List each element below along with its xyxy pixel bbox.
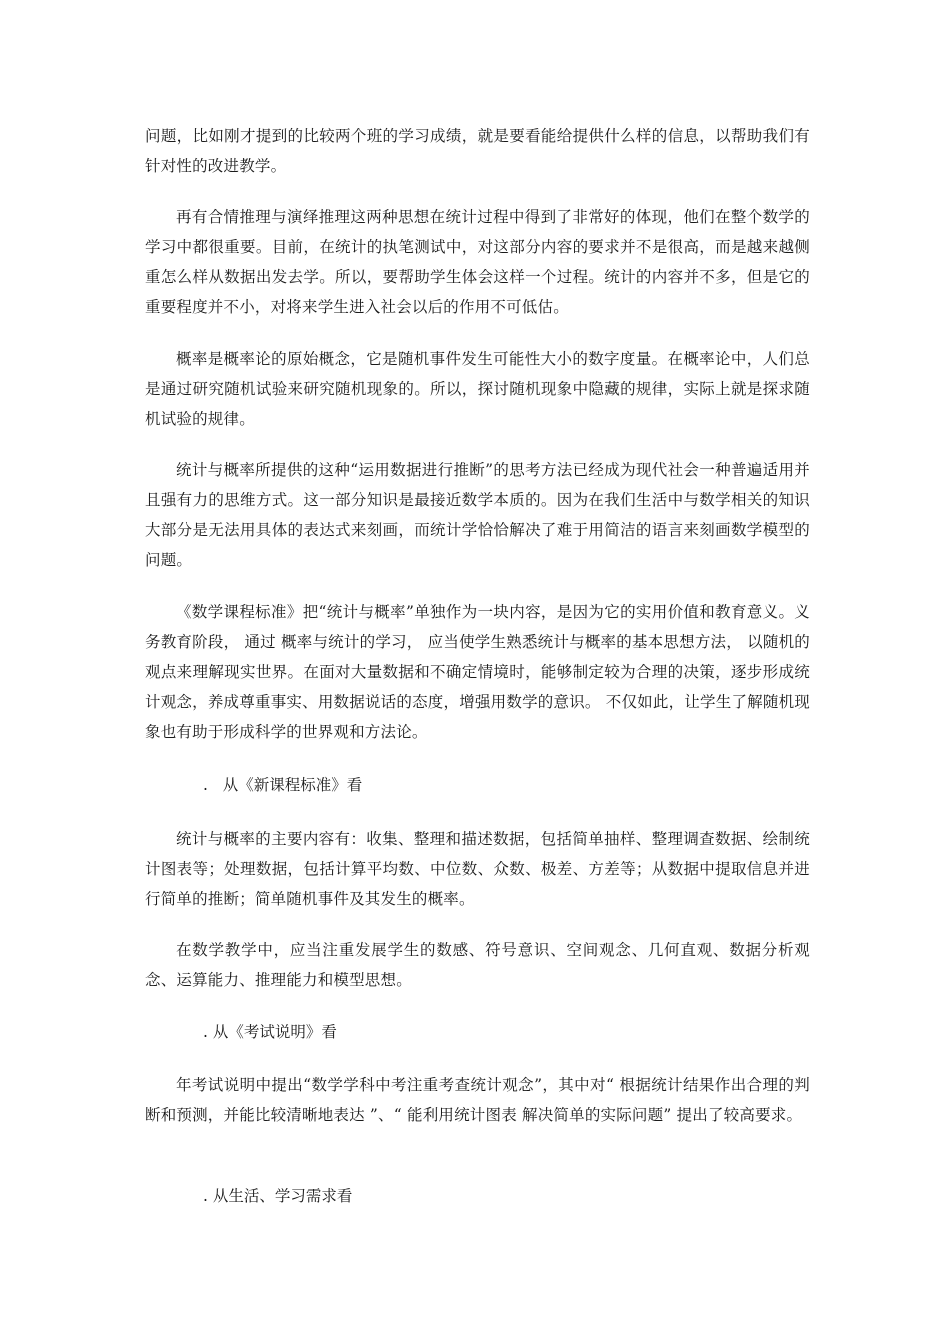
section-heading-new-curriculum: . 从《新课程标准》看 — [203, 776, 363, 794]
paragraph-8: 年考试说明中提出“数学学科中考注重考查统计观念”，其中对“ 根据统计结果作出合理的判断和预测，并能比较清晰地表达 ”、“ 能利用统计图表 解决简单的实际问题” 提出了较高要求。 — [145, 1076, 810, 1124]
paragraph-1: 问题，比如刚才提到的比较两个班的学习成绩，就是要看能给提供什么样的信息，以帮助我们有针对性的改进教学。 — [145, 127, 810, 175]
section-heading-life-study: . 从生活、学习需求看 — [203, 1187, 353, 1205]
paragraph-6: 统计与概率的主要内容有：收集、整理和描述数据，包括简单抽样、整理调查数据、绘制统计图表等；处理数据，包括计算平均数、中位数、众数、极差、方差等；从数据中提取信息并进行简单的推断；简单随机事件及其发生的概率。 — [145, 830, 810, 908]
paragraph-5: 《数学课程标准》把“统计与概率”单独作为一块内容，是因为它的实用价值和教育意义。义务教育阶段， 通过 概率与统计的学习， 应当使学生熟悉统计与概率的基本思想方法， 以随机的观点来理解现实世界。在面对大量数据和不确定情境时，能够制定较为合理的决策，逐步形成统计观念，养成尊重事实、用数据说话的态度，增强用数学的意识。 不仅如此，让学生了解随机现象也有助于形成科学的世界观和方法论。 — [145, 603, 810, 741]
section-heading-exam-guide: . 从《考试说明》看 — [203, 1023, 337, 1041]
paragraph-3: 概率是概率论的原始概念，它是随机事件发生可能性大小的数字度量。在概率论中，人们总是通过研究随机试验来研究随机现象的。所以，探讨随机现象中隐藏的规律，实际上就是探求随机试验的规律。 — [145, 350, 810, 428]
paragraph-4: 统计与概率所提供的这种“运用数据进行推断”的思考方法已经成为现代社会一种普遍适用并且强有力的思维方式。这一部分知识是最接近数学本质的。因为在我们生活中与数学相关的知识大部分是无法用具体的表达式来刻画，而统计学恰恰解决了难于用简洁的语言来刻画数学模型的问题。 — [145, 461, 810, 569]
paragraph-2: 再有合情推理与演绎推理这两种思想在统计过程中得到了非常好的体现，他们在整个数学的学习中都很重要。目前，在统计的执笔测试中，对这部分内容的要求并不是很高，而是越来越侧重怎么样从数据出发去学。所以，要帮助学生体会这样一个过程。统计的内容并不多，但是它的重要程度并不小，对将来学生进入社会以后的作用不可低估。 — [145, 208, 810, 316]
paragraph-7: 在数学教学中，应当注重发展学生的数感、符号意识、空间观念、几何直观、数据分析观念、运算能力、推理能力和模型思想。 — [145, 941, 810, 989]
